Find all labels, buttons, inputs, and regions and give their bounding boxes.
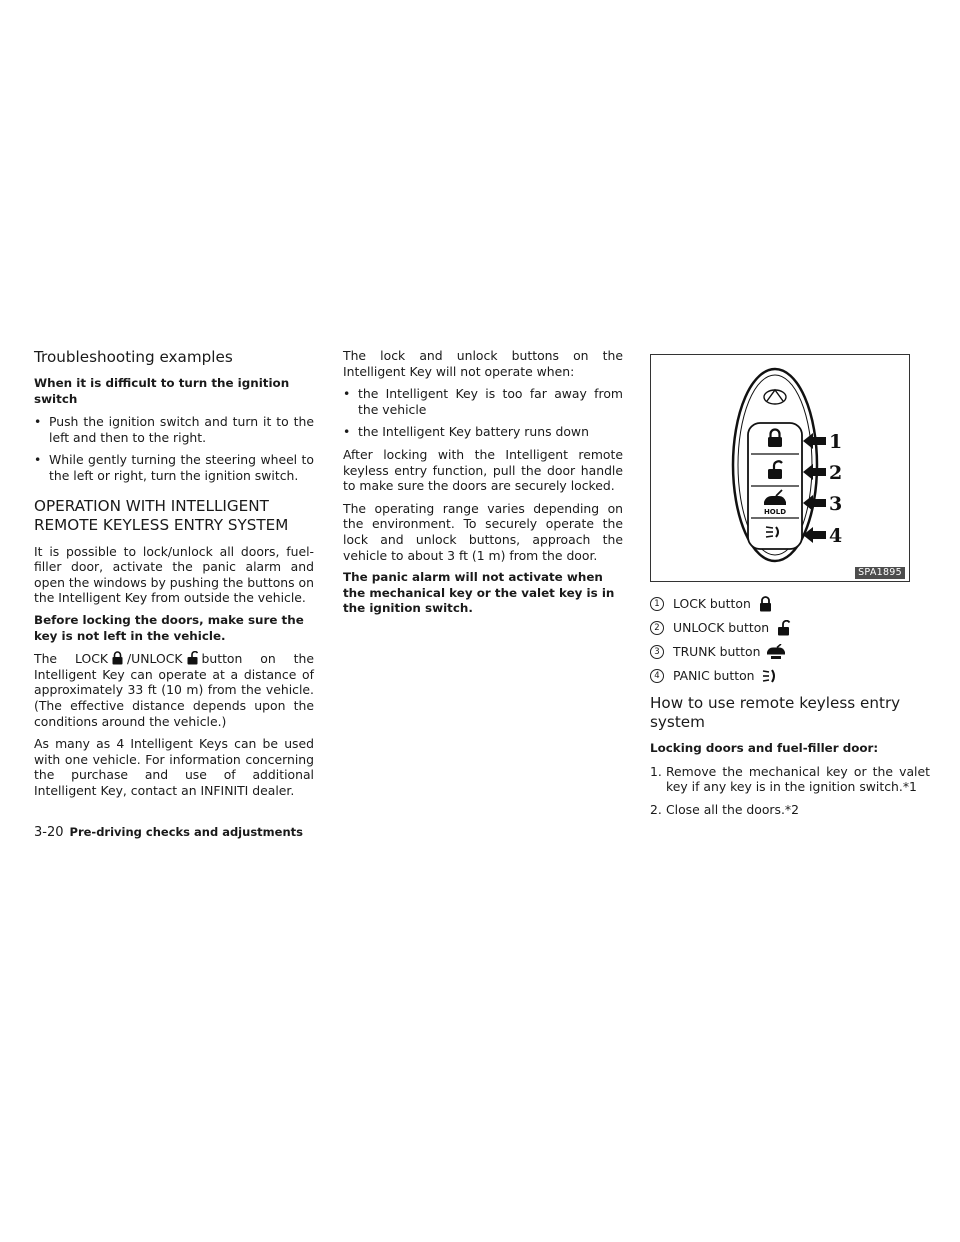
locking-steps <box>650 764 930 818</box>
intelligent-key-figure <box>650 354 910 582</box>
warning-key-left: Before locking the doors, make sure the key is not left in the vehicle. <box>34 612 304 643</box>
locking-subheading: Locking doors and fuel-filler door: <box>650 741 879 755</box>
after-locking-paragraph: After locking with the Intelligent remote keyless entry function, pull the door handle to make sure the doors are securely locked. <box>343 446 623 494</box>
figure-reference: SPA1895 <box>855 567 905 579</box>
list-item: 4 PANIC button <box>650 664 930 688</box>
list-item: 2. Close all the doors.*2 <box>650 801 799 817</box>
operation-heading: OPERATION WITH INTELLIGENT REMOTE KEYLESS ENTRY SYSTEM <box>34 496 289 534</box>
panic-alarm-warning: The panic alarm will not activate when the mechanical key or the valet key is in the ignition switch. <box>343 570 615 616</box>
section-title: Pre-driving checks and adjustments <box>69 825 303 839</box>
list-item: • the Intelligent Key battery runs down <box>343 424 589 440</box>
panic-icon <box>761 668 781 684</box>
not-operate-paragraph: The lock and unlock buttons on the Intelligent Key will not operate when: <box>343 348 623 379</box>
list-item: • the Intelligent Key is too far away from the vehicle <box>343 386 623 417</box>
svg-text:2: 2 <box>829 462 843 484</box>
intelligent-key-illustration <box>651 355 909 581</box>
intro-paragraph: It is possible to lock/unlock all doors, fuel-filler door, activate the panic alarm and open the windows by pushing the buttons on the Intelligent Key from outside the vehicle. <box>34 543 314 606</box>
not-operate-list <box>343 386 623 440</box>
lock-icon <box>112 651 123 665</box>
troubleshooting-heading: Troubleshooting examples <box>34 348 233 366</box>
column-right <box>650 354 930 824</box>
button-legend <box>650 592 930 688</box>
operating-range-paragraph: The operating range varies depending on the environment. To securely operate the lock and unlock buttons, approach the vehicle to about 3 ft (1 m) from the door. <box>343 500 623 563</box>
trunk-icon <box>766 644 786 660</box>
list-item: 3 TRUNK button <box>650 640 930 664</box>
list-item: • While gently turning the steering wheel to the left or right, turn the ignition switch. <box>34 452 314 483</box>
page-number: 3-20 <box>34 825 64 840</box>
svg-text:4: 4 <box>829 525 843 547</box>
svg-text:HOLD: HOLD <box>763 508 787 516</box>
column-left <box>34 348 314 805</box>
unlock-icon <box>775 620 795 636</box>
page-footer <box>34 824 303 841</box>
range-paragraph: The LOCK /UNLOCK button on the Intelligent Key can operate at a distance of approximately 33 ft (10 m) from the vehicle. (The effective distance depends upon the conditions around the vehicle.) <box>34 651 315 729</box>
lock-icon <box>757 596 777 612</box>
how-to-use-heading: How to use remote keyless entry system <box>650 694 901 731</box>
unlock-icon <box>187 651 198 665</box>
list-item: 1 LOCK button <box>650 592 930 616</box>
multiple-keys-paragraph: As many as 4 Intelligent Keys can be used with one vehicle. For information concerning the purchase and use of additional Intelligent Key, contact an INFINITI dealer. <box>34 736 314 798</box>
list-item: • Push the ignition switch and turn it to the left and then to the right. <box>34 414 314 445</box>
svg-text:1: 1 <box>829 431 843 453</box>
ignition-tips-list <box>34 414 314 483</box>
list-item: 1. Remove the mechanical key or the valet key if any key is in the ignition switch.*1 <box>650 763 930 795</box>
svg-text:3: 3 <box>829 493 843 515</box>
column-middle <box>343 348 623 624</box>
list-item: 2 UNLOCK button <box>650 616 930 640</box>
ignition-subheading: When it is difficult to turn the ignition switch <box>34 376 290 406</box>
